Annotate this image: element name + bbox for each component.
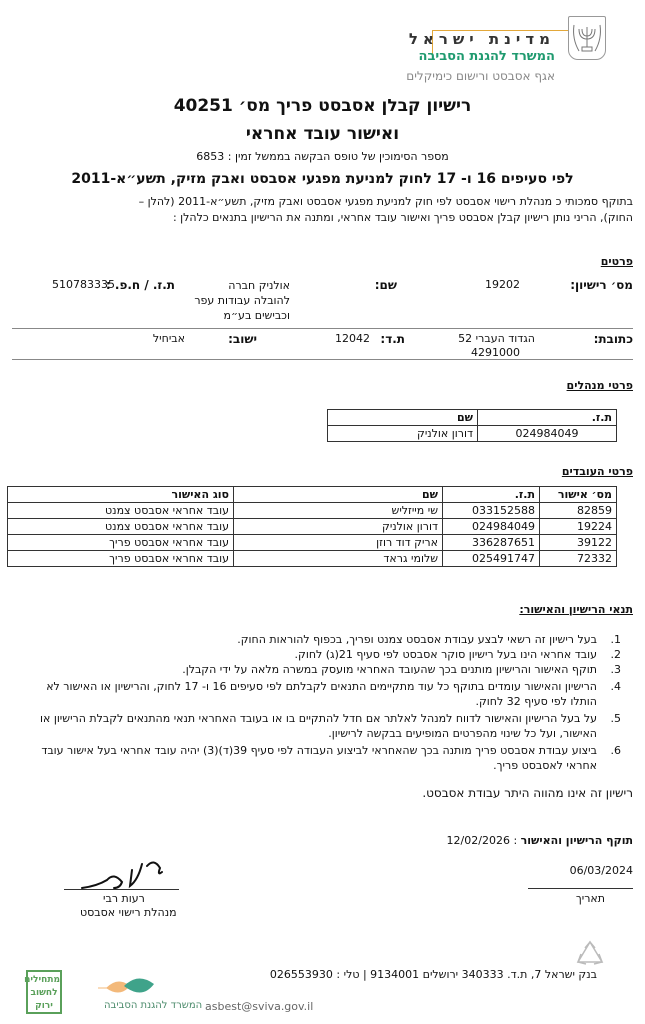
date-label: תאריך <box>575 892 605 905</box>
conditions-list <box>20 632 633 773</box>
table-row <box>8 535 617 551</box>
cell: עובד אחראי אסבסט צמנט <box>8 519 234 535</box>
condition-number: 6. <box>610 744 621 757</box>
cell: 82859 <box>540 503 617 519</box>
workers-table <box>7 486 617 567</box>
condition-item <box>20 711 633 741</box>
cell: 39122 <box>540 535 617 551</box>
condition-item <box>20 632 633 647</box>
signature-scribble <box>62 852 182 892</box>
law-reference: לפי סעיפים 16 ו- 17 לחוק למניעת מפגעי אסבסט ואבק מזיק, תשע״א-2011 <box>71 171 574 187</box>
condition-number: 5. <box>610 712 621 725</box>
approval-subtitle: ואישור עובד אחראי <box>245 124 400 144</box>
table-row <box>328 426 617 442</box>
license-no-label: מס׳ רישיון: <box>570 278 633 292</box>
col-name: שם <box>328 410 478 426</box>
details-divider <box>12 328 633 329</box>
license-no-value: 19202 <box>485 278 520 291</box>
condition-text: תוקף האישור והרישיון מותנים בכך שהעובד האחראי מועסק במשרה מלאה על ידי הקבלן. <box>182 663 597 676</box>
cell: אריק דוד רוזן <box>234 535 443 551</box>
workers-header-row <box>8 487 617 503</box>
details-heading: פרטים <box>600 255 633 268</box>
reference-number: מספר הסימוכין של טופס הבקשה בממשל זמין : 6853 <box>196 150 449 163</box>
manager-id: 024984049 <box>478 426 617 442</box>
cell: עובד אחראי אסבסט פריך <box>8 535 234 551</box>
cell: עובד אחראי אסבסט צמנט <box>8 503 234 519</box>
cell: שלומי גראד <box>234 551 443 567</box>
condition-number: 3. <box>610 663 621 676</box>
cell: דורון אולניק <box>234 519 443 535</box>
condition-item <box>20 679 633 709</box>
table-row <box>8 519 617 535</box>
cell: 033152588 <box>443 503 540 519</box>
footer-email[interactable]: asbest@sviva.gov.il <box>205 1000 314 1013</box>
ministry-leaf-logo-icon <box>98 972 168 1000</box>
col-name: שם <box>234 487 443 503</box>
cell: 19224 <box>540 519 617 535</box>
validity-line <box>447 834 633 847</box>
col-id: ת.ז. <box>443 487 540 503</box>
zip-value: 4291000 <box>471 346 520 359</box>
signature-line <box>64 889 179 890</box>
cell: 72332 <box>540 551 617 567</box>
name-label: שם: <box>374 278 397 292</box>
condition-number: 4. <box>610 680 621 693</box>
cell: 024984049 <box>443 519 540 535</box>
workers-heading: פרטי העובדים <box>561 465 633 478</box>
managers-table <box>327 409 617 442</box>
validity-separator: : <box>509 834 518 847</box>
state-emblem-icon <box>568 16 606 60</box>
condition-item <box>20 647 633 662</box>
green-logo: מתחילים לחשוב ירוק <box>26 970 62 1014</box>
condition-text: הרישיון והאישור עומדים בתוקף כל עוד מתקיימים התנאים לקבלתם לפי סעיפים 16 ו- 17 לחוק, והרישיון או האישור לא הותלו לפי סעיף 32 לחוק. <box>46 680 597 708</box>
cell: 025491747 <box>443 551 540 567</box>
signer-role: מנהלת רישוי אסבסט <box>80 906 177 919</box>
details-divider-bottom <box>12 359 633 360</box>
condition-text: ביצוע עבודת אסבסט פריך מותנה בכך שהאחראי לביצוע העבודה לפי סעיף 39(ד)(3) יהיה עובד אחראי בעל אישור עובד אחראי לאסבסט פריך. <box>41 744 597 772</box>
condition-text: על בעל הרישיון והאישור לדווח למנהל לאלתר אם חדל להתקיים בו או בעובד האחראי תנאי מהתנאים לקבלת הרישיון או האישור, ועל כל שינוי מהפרטים המופיעים בבקשה לרישיון. <box>39 712 597 740</box>
address-value: הגדוד העברי 52 <box>458 332 535 345</box>
id-label: ת.ז. / ח.פ. : <box>105 278 175 292</box>
table-row <box>8 503 617 519</box>
address-label: כתובת: <box>593 332 633 346</box>
date-line <box>528 888 633 889</box>
intro-line-1: בתוקף סמכותי כ מנהלת רישוי אסבסט לפי חוק למניעת מפגעי אסבסט ואבק מזיק, תשע״א-2011 (להלן – <box>138 195 633 208</box>
condition-text: עובד אחראי הינו בעל רישיון סוקר אסבסט לפי סעיף 21(ג) לחוק. <box>294 648 597 661</box>
condition-text: בעל רישיון זה רשאי לבצע עבודת אסבסט צמנט ופריך, בכפוף להוראות החוק. <box>237 633 597 646</box>
permit-note: רישיון זה אינו מהווה היתר עבודת אסבסט. <box>422 786 633 800</box>
intro-line-2: החוק), הריני נותן רישיון קבלן אסבסט פריך ואישור עובד אחראי, ומתנה את הרישיון בתנאים כלהלן : <box>172 211 633 224</box>
manager-name: דורון אולניק <box>328 426 478 442</box>
issue-date: 06/03/2024 <box>569 864 633 877</box>
division-name: אגף אסבסט ורישום כימיקלים <box>406 69 555 83</box>
city-label: ישוב: <box>228 332 257 346</box>
condition-number: 2. <box>610 648 621 661</box>
validity-date: 12/02/2026 <box>446 834 510 847</box>
col-approval-no: מס׳ אישור <box>540 487 617 503</box>
city-value: אביחיל <box>152 332 185 345</box>
cell: שי מייזליש <box>234 503 443 519</box>
license-title: רישיון קבלן אסבסט פריך מס׳ 40251 <box>173 96 472 116</box>
cell: 336287651 <box>443 535 540 551</box>
id-value: 510783335 <box>52 278 115 291</box>
state-name: מדינת ישראל <box>408 30 555 48</box>
col-id: ת.ז. <box>478 410 617 426</box>
intro-paragraph <box>12 194 633 226</box>
conditions-heading: תנאי הרישיון והאישור: <box>519 603 633 616</box>
condition-number: 1. <box>610 633 621 646</box>
po-box-value: 12042 <box>335 332 370 345</box>
table-row <box>8 551 617 567</box>
managers-heading: פרטי מנהלים <box>566 379 633 392</box>
condition-item <box>20 662 633 677</box>
ministry-name: המשרד להגנת הסביבה <box>418 49 555 64</box>
footer-address: בנק ישראל 7, ת.ד. 340333 ירושלים 9134001 | טלי : 026553930 <box>269 968 597 981</box>
name-value: אולניק חברה להובלה עבודות עפר וכבישים בע״מ <box>194 279 290 322</box>
validity-label: תוקף הרישיון והאישור <box>520 834 633 847</box>
signer-name: רעות רבי <box>103 892 145 905</box>
condition-item <box>20 743 633 773</box>
managers-header-row <box>328 410 617 426</box>
cell: עובד אחראי אסבסט פריך <box>8 551 234 567</box>
ministry-logo-text: המשרד להגנת הסביבה <box>104 1000 203 1011</box>
po-box-label: ת.ד: <box>380 332 405 346</box>
col-approval-type: סוג האישור <box>8 487 234 503</box>
